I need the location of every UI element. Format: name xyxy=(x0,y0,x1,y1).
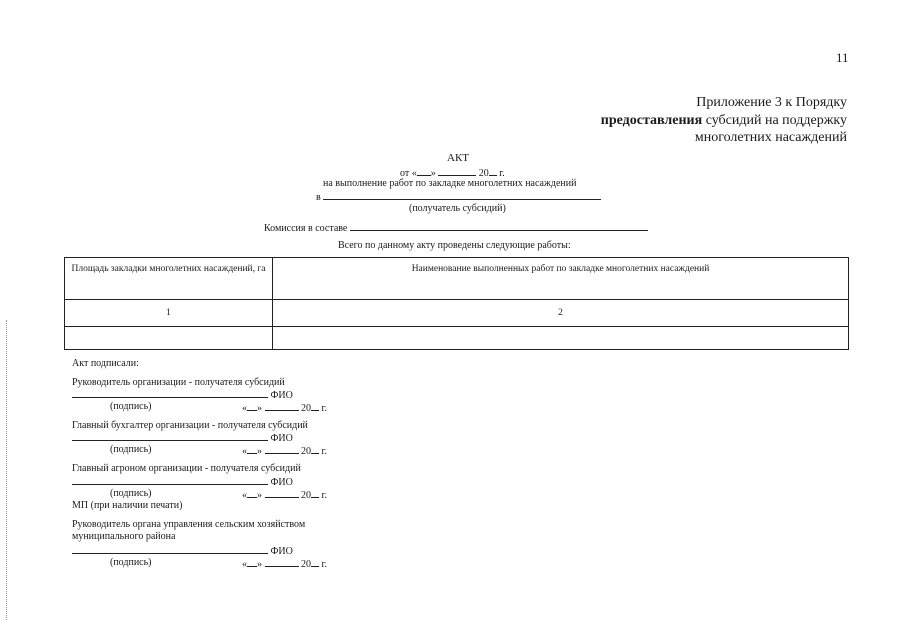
appendix-line-3: многолетних насаждений xyxy=(694,130,847,145)
sig-date-open: « xyxy=(242,403,247,414)
works-table xyxy=(64,257,849,350)
act-recipient-blank xyxy=(323,190,601,200)
sig-role-2: Главный бухгалтер организации - получателя субсидий xyxy=(72,420,308,431)
act-subtitle: на выполнение работ по закладке многолетних насаждений xyxy=(323,178,577,189)
act-month-blank xyxy=(438,166,476,176)
sig-year-blank xyxy=(311,401,319,411)
appendix-line-2-bold: предоставления xyxy=(600,113,703,128)
sig-date-open: « xyxy=(242,446,247,457)
sig-fio-label: ФИО xyxy=(270,433,293,444)
sig-day-blank xyxy=(247,557,257,567)
sig-date-1 xyxy=(242,401,327,414)
act-in-label: в xyxy=(316,192,321,203)
sig-year-suffix: г. xyxy=(319,559,327,570)
sig-fio-label: ФИО xyxy=(270,477,293,488)
sig-year-blank xyxy=(311,488,319,498)
table-cell xyxy=(273,327,849,350)
act-date-mid: » xyxy=(430,168,436,179)
sig-year: 20 xyxy=(301,403,311,414)
table-cell xyxy=(65,327,273,350)
sig-day-blank xyxy=(247,488,257,498)
act-day-blank xyxy=(417,166,431,176)
sig-year: 20 xyxy=(301,490,311,501)
sig-month-blank xyxy=(265,488,299,498)
sig-role-1: Руководитель организации - получателя субсидий xyxy=(72,377,285,388)
act-title: АКТ xyxy=(447,152,469,164)
sig-year-blank xyxy=(311,444,319,454)
appendix-line-2-rest: субсидий на поддержку xyxy=(702,113,847,128)
sig-caption-2: (подпись) xyxy=(110,444,152,455)
sig-year: 20 xyxy=(301,559,311,570)
sig-caption-4: (подпись) xyxy=(110,557,152,568)
act-date-year: 20 xyxy=(478,168,489,179)
sig-fio-blank xyxy=(72,544,268,554)
col1-header: Площадь закладки многолетних насаждений, га xyxy=(65,258,273,300)
sig-fio-label: ФИО xyxy=(270,546,293,557)
commission-label: Комиссия в составе xyxy=(264,223,348,234)
signatures-heading: Акт подписали: xyxy=(72,358,139,369)
sig-role-4b: муниципального района xyxy=(72,531,176,542)
sig-fio-label: ФИО xyxy=(270,390,293,401)
sig-fio-blank xyxy=(72,388,268,398)
sig-month-blank xyxy=(265,444,299,454)
commission-line xyxy=(264,221,648,234)
sig-fio-line-3 xyxy=(72,475,293,488)
sig-date-3 xyxy=(242,488,327,501)
sig-year-suffix: г. xyxy=(319,446,327,457)
table-row xyxy=(65,327,849,350)
sig-fio-blank xyxy=(72,431,268,441)
col1-number: 1 xyxy=(65,300,273,327)
sig-date-close: » xyxy=(257,559,262,570)
sig-date-close: » xyxy=(257,446,262,457)
sig-year-blank xyxy=(311,557,319,567)
act-date-suffix: г. xyxy=(496,168,505,179)
sig-year: 20 xyxy=(301,446,311,457)
sig-date-open: « xyxy=(242,490,247,501)
sig-fio-line-4 xyxy=(72,544,293,557)
sig-day-blank xyxy=(247,444,257,454)
act-date-prefix: от « xyxy=(400,168,417,179)
sig-date-4 xyxy=(242,557,327,570)
sig-fio-line-1 xyxy=(72,388,293,401)
sig-caption-3: (подпись) xyxy=(110,488,152,499)
sig-date-close: » xyxy=(257,403,262,414)
sig-month-blank xyxy=(265,557,299,567)
act-recipient-line xyxy=(316,190,601,203)
sig-role-4: Руководитель органа управления сельским хозяйством xyxy=(72,519,306,530)
col2-header: Наименование выполненных работ по закладке многолетних насаждений xyxy=(273,258,849,300)
sig-date-2 xyxy=(242,444,327,457)
page-number: 11 xyxy=(836,50,849,65)
sig-date-open: « xyxy=(242,559,247,570)
sig-day-blank xyxy=(247,401,257,411)
sig-fio-line-2 xyxy=(72,431,293,444)
sig-year-suffix: г. xyxy=(319,403,327,414)
scan-edge-marks xyxy=(6,320,9,620)
table-number-row xyxy=(65,300,849,327)
recipient-caption: (получатель субсидий) xyxy=(409,203,506,214)
sig-date-close: » xyxy=(257,490,262,501)
sig-caption-1: (подпись) xyxy=(110,401,152,412)
sig-fio-blank xyxy=(72,475,268,485)
sig-role-3: Главный агроном организации - получателя субсидий xyxy=(72,463,301,474)
sig-year-suffix: г. xyxy=(319,490,327,501)
works-intro: Всего по данному акту проведены следующие работы: xyxy=(338,240,571,251)
act-year-blank xyxy=(489,166,497,176)
col2-number: 2 xyxy=(273,300,849,327)
appendix-line-1: Приложение 3 к Порядку xyxy=(696,95,847,110)
sig-month-blank xyxy=(265,401,299,411)
appendix-line-2 xyxy=(601,113,847,129)
commission-blank xyxy=(350,221,648,231)
table-header-row xyxy=(65,258,849,300)
stamp-note: МП (при наличии печати) xyxy=(72,500,183,511)
